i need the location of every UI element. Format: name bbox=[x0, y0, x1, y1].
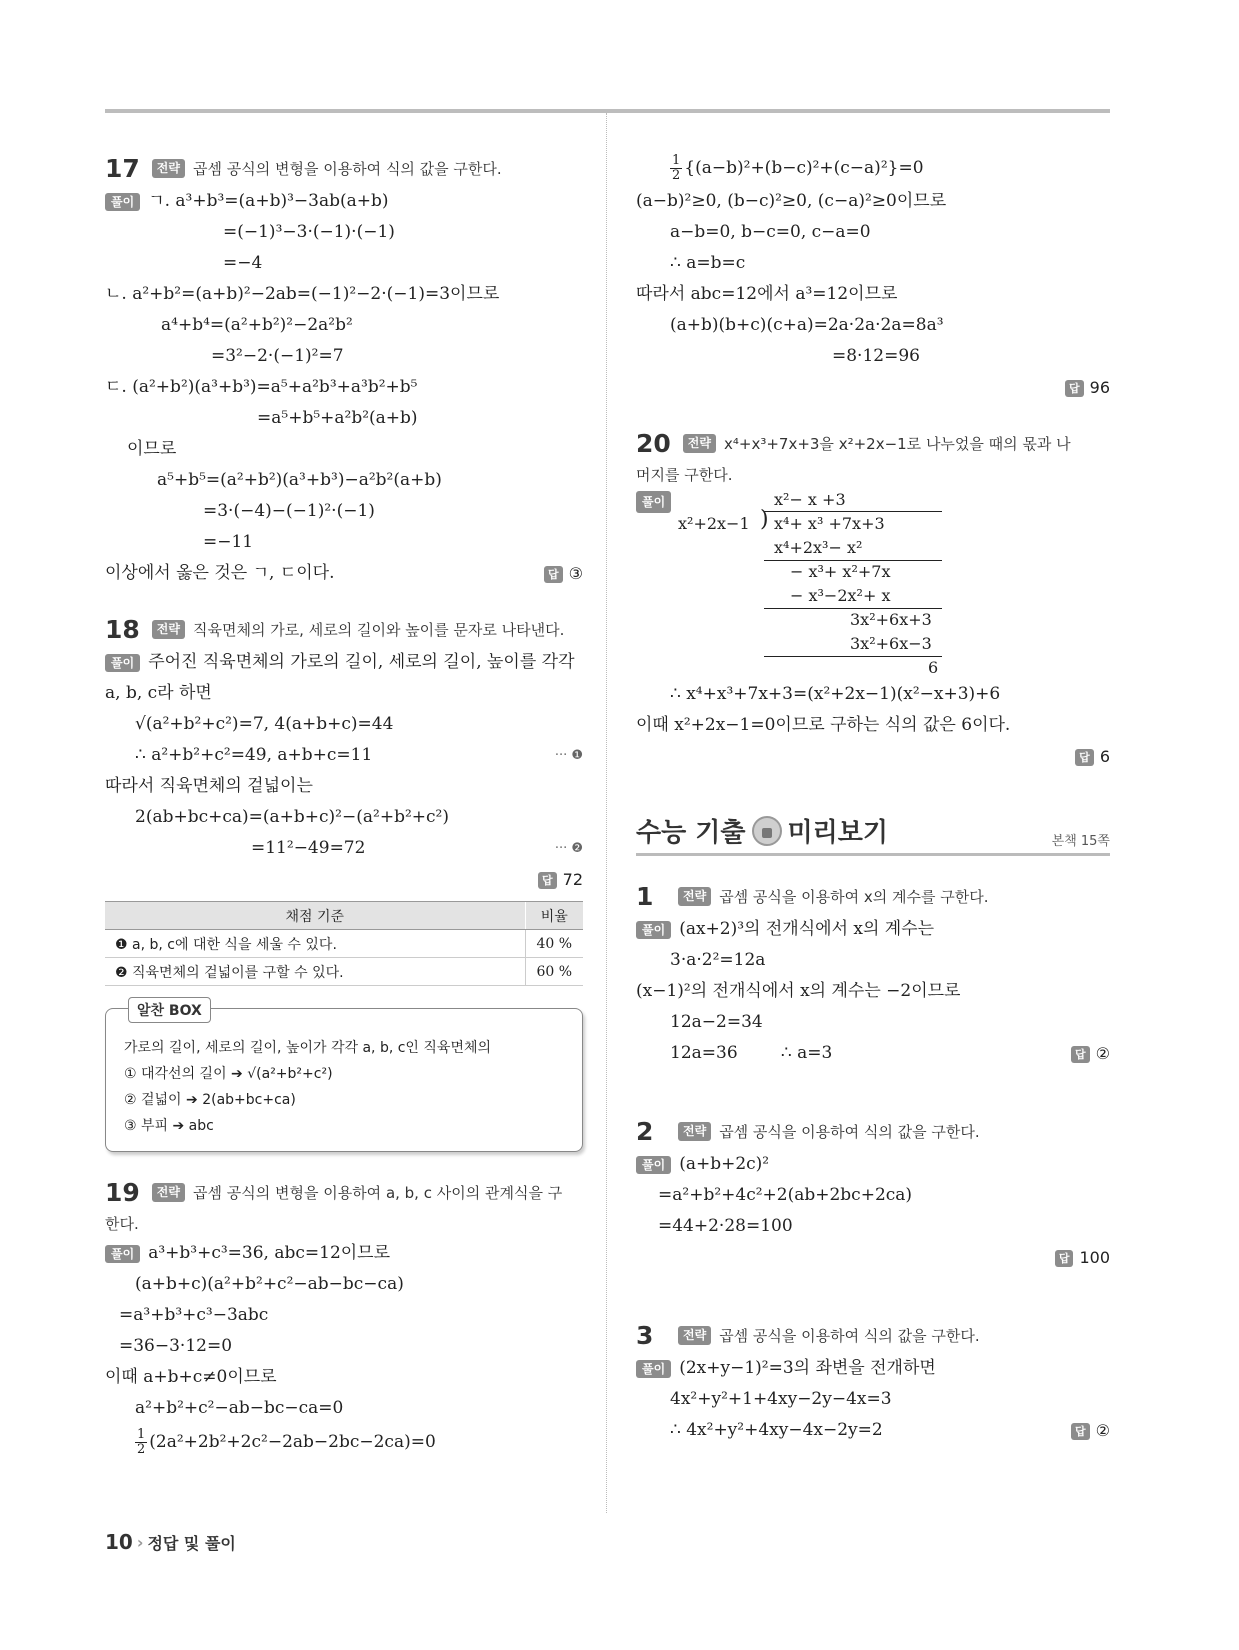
q19-cont-line: =8·12=96 bbox=[832, 346, 920, 366]
grading-header-criteria: 채점 기준 bbox=[105, 902, 525, 930]
q19-line: 풀이 a³+b³+c³=36, abc=12이므로 bbox=[105, 1238, 583, 1269]
q17-line: =−4 bbox=[223, 253, 263, 273]
q19-number: 19 bbox=[105, 1177, 140, 1207]
q18-line: 따라서 직육면체의 겉넓이는 bbox=[105, 776, 313, 796]
solution-tag: 풀이 bbox=[105, 193, 140, 211]
q17-line: 이상에서 옳은 것은 ㄱ, ㄷ이다. 답 ③ bbox=[105, 558, 583, 589]
magic-hat-icon bbox=[752, 816, 782, 846]
q19-line: $\frac{1}{2}$ (2a²+2b²+2c²−2ab−2bc−2ca)=0 bbox=[137, 1427, 436, 1457]
q19-strategy: 곱셈 공식의 변형을 이용하여 a, b, c 사이의 관계식을 구 bbox=[192, 1183, 563, 1202]
q20-strategy-cont: 머지를 구한다. bbox=[636, 466, 733, 484]
q17-line: a⁴+b⁴=(a²+b²)²−2a²b² bbox=[161, 315, 353, 335]
q20-line: ∴ x⁴+x³+7x+3=(x²+2x−1)(x²−x+3)+6 bbox=[670, 684, 1001, 704]
s1-line: 12a=36 ∴ a=3 답 ② bbox=[636, 1038, 1110, 1069]
q18-line: 2(ab+bc+ca)=(a+b+c)²−(a²+b²+c²) bbox=[135, 807, 449, 827]
strategy-tag: 전략 bbox=[152, 1183, 185, 1202]
q17-line: ㄴ. a²+b²=(a+b)²−2ab=(−1)²−2·(−1)=3이므로 bbox=[105, 284, 500, 304]
fraction-half: $\frac{1}{2}$ bbox=[137, 1427, 146, 1457]
s3-header bbox=[636, 1317, 1110, 1353]
s2-line: =a²+b²+4c²+2(ab+2bc+2ca) bbox=[658, 1185, 913, 1205]
s2-strategy: 곱셈 공식을 이용하여 식의 값을 구한다. bbox=[719, 1122, 980, 1141]
division-divisor: x²+2x−1 bbox=[678, 514, 750, 533]
s1-answer: 답 ② bbox=[1071, 1038, 1110, 1069]
strategy-tag: 전략 bbox=[678, 887, 711, 906]
q17-line: ㄷ. (a²+b²)(a³+b³)=a⁵+a²b³+a³b²+b⁵ bbox=[105, 377, 418, 397]
q19-cont-line: (a+b)(b+c)(c+a)=2a·2a·2a=8a³ bbox=[670, 315, 944, 335]
division-quotient: x²− x +3 bbox=[774, 490, 846, 509]
criterion-mark-2: ··· ❷ bbox=[554, 841, 583, 856]
q18-answer: 답 72 bbox=[538, 864, 583, 895]
solution-tag: 풀이 bbox=[636, 1360, 671, 1378]
q18-line: √(a²+b²+c²)=7, 4(a+b+c)=44 bbox=[135, 714, 394, 734]
s2-answer: 답 100 bbox=[1055, 1242, 1110, 1273]
q20-answer: 답 6 bbox=[1075, 741, 1110, 772]
q17-line: a⁵+b⁵=(a²+b²)(a³+b³)−a²b²(a+b) bbox=[157, 470, 442, 490]
q20-header bbox=[636, 425, 1110, 461]
q19-strategy-cont: 한다. bbox=[105, 1215, 139, 1233]
division-step: x⁴+2x³− x² bbox=[774, 538, 863, 557]
division-step: − x³+ x²+7x bbox=[790, 562, 891, 581]
s1-number: 1 bbox=[636, 881, 654, 911]
chevron-right-icon: › bbox=[136, 1532, 144, 1552]
s3-number: 3 bbox=[636, 1320, 654, 1350]
section-reference: 본책 15쪽 bbox=[1051, 834, 1110, 849]
top-rule bbox=[105, 109, 1110, 113]
q17-number: 17 bbox=[105, 153, 140, 183]
q17-line: =a⁵+b⁵+a²b²(a+b) bbox=[257, 408, 418, 428]
solution-tag: 풀이 bbox=[636, 921, 671, 939]
strategy-tag: 전략 bbox=[678, 1326, 711, 1345]
q19-cont-line: a−b=0, b−c=0, c−a=0 bbox=[670, 222, 871, 242]
strategy-tag: 전략 bbox=[678, 1122, 711, 1141]
division-step: − x³−2x²+ x bbox=[790, 586, 891, 605]
q19-cont-line: (a−b)²≥0, (b−c)²≥0, (c−a)²≥0이므로 bbox=[636, 191, 947, 211]
q17-line: 풀이 ㄱ. a³+b³=(a+b)³−3ab(a+b) bbox=[105, 186, 583, 217]
q18-line: a, b, c라 하면 bbox=[105, 683, 212, 703]
s2-header bbox=[636, 1113, 1110, 1149]
s1-line: (x−1)²의 전개식에서 x의 계수는 −2이므로 bbox=[636, 981, 961, 1001]
s1-line: 12a−2=34 bbox=[670, 1012, 763, 1032]
right-column bbox=[636, 150, 1110, 1446]
q19-cont-line: $\frac{1}{2}$ {(a−b)²+(b−c)²+(c−a)²}=0 bbox=[672, 153, 924, 183]
q18-line: =11²−49=72 ··· ❷ bbox=[105, 833, 583, 864]
table-row: ❷ 직육면체의 겉넓이를 구할 수 있다. 60 % bbox=[105, 958, 583, 986]
q19-line: =a³+b³+c³−3abc bbox=[119, 1305, 269, 1325]
s2-line: 풀이 (a+b+2c)² bbox=[636, 1149, 1110, 1180]
q17-answer: 답 ③ bbox=[544, 558, 583, 589]
s2-number: 2 bbox=[636, 1116, 654, 1146]
s2-answer-line bbox=[636, 1242, 1110, 1273]
division-step: 3x²+6x+3 bbox=[850, 610, 932, 629]
solution-tag: 풀이 bbox=[636, 1156, 671, 1174]
q19-cont-line: ∴ a=b=c bbox=[670, 253, 746, 273]
q19-line: (a+b+c)(a²+b²+c²−ab−bc−ca) bbox=[135, 1274, 404, 1294]
q17-strategy: 곱셈 공식의 변형을 이용하여 식의 값을 구한다. bbox=[192, 159, 502, 178]
criterion-mark-1: ··· ❶ bbox=[554, 748, 583, 763]
solution-tag: 풀이 bbox=[105, 1245, 140, 1263]
s1-line: 3·a·2²=12a bbox=[670, 950, 766, 970]
q18-line: 풀이 주어진 직육면체의 가로의 길이, 세로의 길이, 높이를 각각 bbox=[105, 647, 583, 678]
q19-answer: 답 96 bbox=[1065, 372, 1110, 403]
section-header bbox=[636, 816, 1110, 856]
s3-line: ∴ 4x²+y²+4xy−4x−2y=2 답 ② bbox=[636, 1415, 1110, 1446]
s1-header bbox=[636, 878, 1110, 914]
q18-answer-line bbox=[105, 864, 583, 895]
q20-answer-line bbox=[636, 741, 1110, 772]
fraction-half: $\frac{1}{2}$ bbox=[672, 153, 681, 183]
s3-answer: 답 ② bbox=[1071, 1415, 1110, 1446]
left-column bbox=[105, 150, 583, 1460]
strategy-tag: 전략 bbox=[152, 159, 185, 178]
q17-line: =3·(−4)−(−1)²·(−1) bbox=[203, 501, 375, 521]
q17-line: =(−1)³−3·(−1)·(−1) bbox=[223, 222, 395, 242]
solution-tag: 풀이 bbox=[636, 491, 671, 513]
grading-header-ratio: 비율 bbox=[525, 902, 583, 930]
strategy-tag: 전략 bbox=[683, 434, 716, 453]
q19-line: =36−3·12=0 bbox=[119, 1336, 233, 1356]
q19-line: 이때 a+b+c≠0이므로 bbox=[105, 1367, 277, 1387]
q19-answer-line bbox=[636, 372, 1110, 403]
table-row: ❶ a, b, c에 대한 식을 세울 수 있다. 40 % bbox=[105, 930, 583, 958]
q19-line: a²+b²+c²−ab−bc−ca=0 bbox=[135, 1398, 344, 1418]
division-remainder: 6 bbox=[928, 658, 939, 677]
q18-line: ∴ a²+b²+c²=49, a+b+c=11 ··· ❶ bbox=[105, 740, 583, 771]
footer-title: 정답 및 풀이 bbox=[147, 1533, 236, 1553]
s3-line: 4x²+y²+1+4xy−2y−4x=3 bbox=[670, 1389, 892, 1409]
division-step: 3x²+6x−3 bbox=[850, 634, 932, 653]
tip-box: 알찬 BOX 가로의 길이, 세로의 길이, 높이가 각각 a, b, c인 직육면체의 ① 대각선의 길이 ➔ √(a²+b²+c²) ② 겉넓이 ➔ 2(ab+bc+ca) ③ 부피 ➔ abc bbox=[105, 1008, 583, 1152]
q18-header bbox=[105, 611, 583, 647]
q17-line: 이므로 bbox=[127, 439, 177, 459]
q18-strategy: 직육면체의 가로, 세로의 길이와 높이를 문자로 나타낸다. bbox=[192, 620, 565, 639]
page-footer bbox=[105, 1530, 236, 1554]
tip-box-title: 알찬 BOX bbox=[128, 997, 211, 1023]
division-dividend: x⁴+ x³ +7x+3 bbox=[774, 514, 885, 533]
q20-line: 이때 x²+2x−1=0이므로 구하는 식의 값은 6이다. bbox=[636, 715, 1011, 735]
section-title: 수능 기출 미리보기 bbox=[636, 812, 888, 849]
q20-number: 20 bbox=[636, 428, 671, 458]
q17-line: =3²−2·(−1)²=7 bbox=[211, 346, 344, 366]
strategy-tag: 전략 bbox=[152, 620, 185, 639]
q18-number: 18 bbox=[105, 614, 140, 644]
q20-strategy: x⁴+x³+7x+3을 x²+2x−1로 나누었을 때의 몫과 나 bbox=[723, 434, 1071, 453]
s2-line: =44+2·28=100 bbox=[658, 1216, 793, 1236]
s3-strategy: 곱셈 공식을 이용하여 식의 값을 구한다. bbox=[719, 1326, 980, 1345]
column-divider bbox=[606, 113, 607, 1513]
page-number: 10 bbox=[105, 1530, 133, 1554]
solution-tag: 풀이 bbox=[105, 654, 140, 672]
s1-line: 풀이 (ax+2)³의 전개식에서 x의 계수는 bbox=[636, 914, 1110, 945]
q17-line: =−11 bbox=[203, 532, 254, 552]
q19-cont-line: 따라서 abc=12에서 a³=12이므로 bbox=[636, 284, 898, 304]
q17-header bbox=[105, 150, 583, 186]
s1-strategy: 곱셈 공식을 이용하여 x의 계수를 구한다. bbox=[719, 887, 989, 906]
grading-table bbox=[105, 901, 583, 986]
q19-header bbox=[105, 1174, 583, 1210]
s3-line: 풀이 (2x+y−1)²=3의 좌변을 전개하면 bbox=[636, 1353, 1110, 1384]
long-division: 풀이 x²− x +3 x²+2x−1 ) x⁴+ x³ +7x+3 x⁴+2x³− x² − x³+ x²+7x − x³−2x²+ x 3x²+6x+3 3x²+6x−3 6 bbox=[636, 489, 1110, 679]
